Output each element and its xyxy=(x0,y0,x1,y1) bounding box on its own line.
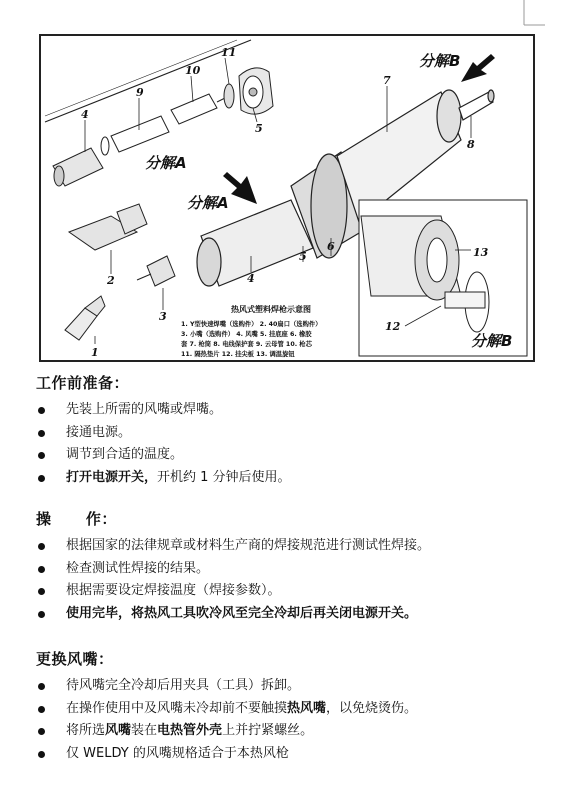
list-item: 检查测试性焊接的结果。 xyxy=(36,558,556,581)
bullet-icon xyxy=(38,543,45,550)
label-6: 6 xyxy=(327,240,335,253)
nozzle-heading: 更换风嘴： xyxy=(36,650,114,668)
label-12: 12 xyxy=(385,320,401,333)
legend-line: 3. 小嘴（选购件） 4. 风嘴 5. 挂底座 6. 橡胶 xyxy=(181,331,312,338)
bullet-icon xyxy=(38,751,45,758)
label-5b: 5 xyxy=(299,250,307,263)
legend-line: 1. Y型快速焊嘴（选购件） 2. 40扁口（选购件） xyxy=(181,321,322,328)
label-4b: 4 xyxy=(247,272,255,285)
operation-list xyxy=(36,535,556,625)
hot-air-gun-diagram xyxy=(39,34,535,362)
label-4a: 4 xyxy=(81,108,89,121)
bullet-icon xyxy=(38,452,45,459)
label-fenjie-a-arrow: 分解A xyxy=(187,194,229,212)
prep-list xyxy=(36,399,556,489)
prep-heading: 工作前准备： xyxy=(36,374,130,392)
nozzle-section xyxy=(36,648,556,765)
bullet-icon xyxy=(38,728,45,735)
operation-heading: 操 作： xyxy=(36,510,117,528)
label-3: 3 xyxy=(159,310,167,323)
page-corner-mark xyxy=(0,0,572,30)
label-2: 2 xyxy=(107,274,115,287)
list-item: 待风嘴完全冷却后用夹具（工具）拆卸。 xyxy=(36,675,556,698)
label-5a: 5 xyxy=(255,122,263,135)
label-7: 7 xyxy=(383,74,391,87)
figure-caption: 热风式塑料焊枪示意图 xyxy=(231,305,311,314)
prep-section xyxy=(36,372,556,489)
list-item: 打开电源开关，开机约 1 分钟后使用。 xyxy=(36,467,556,490)
list-item: 使用完毕，将热风工具吹冷风至完全冷却后再关闭电源开关。 xyxy=(36,603,556,626)
arrow-b-icon xyxy=(461,54,495,82)
operation-section xyxy=(36,508,556,625)
label-1: 1 xyxy=(91,346,99,359)
list-item: 将所选风嘴装在电热管外壳上并拧紧螺丝。 xyxy=(36,720,556,743)
label-fenjie-b-top: 分解B xyxy=(419,52,461,70)
bullet-icon xyxy=(38,706,45,713)
label-9: 9 xyxy=(136,86,144,99)
list-item: 先装上所需的风嘴或焊嘴。 xyxy=(36,399,556,422)
nozzle-list xyxy=(36,675,556,765)
bullet-icon xyxy=(38,475,45,482)
list-item: 仅 WELDY 的风嘴规格适合于本热风枪 xyxy=(36,743,556,766)
bullet-icon xyxy=(38,588,45,595)
label-11: 11 xyxy=(221,46,237,59)
label-fenjie-a-top: 分解A xyxy=(145,154,187,172)
list-item: 调节到合适的温度。 xyxy=(36,444,556,467)
label-13: 13 xyxy=(473,246,489,259)
legend-line: 套 7. 枪筒 8. 电线保护套 9. 云母管 10. 枪芯 xyxy=(181,341,312,348)
list-item: 根据需要设定焊接温度（焊接参数）。 xyxy=(36,580,556,603)
list-item: 根据国家的法律规章或材料生产商的焊接规范进行测试性焊接。 xyxy=(36,535,556,558)
bullet-icon xyxy=(38,683,45,690)
list-item: 接通电源。 xyxy=(36,422,556,445)
list-item: 在操作使用中及风嘴未冷却前不要触摸热风嘴，以免烧烫伤。 xyxy=(36,698,556,721)
bullet-icon xyxy=(38,611,45,618)
label-10: 10 xyxy=(185,64,201,77)
bullet-icon xyxy=(38,566,45,573)
legend-line: 11. 隔热垫片 12. 挂尖板 13. 调温旋钮 xyxy=(181,351,295,358)
label-fenjie-b-inset: 分解B xyxy=(471,332,513,350)
bullet-icon xyxy=(38,430,45,437)
label-8: 8 xyxy=(467,138,475,151)
bullet-icon xyxy=(38,407,45,414)
